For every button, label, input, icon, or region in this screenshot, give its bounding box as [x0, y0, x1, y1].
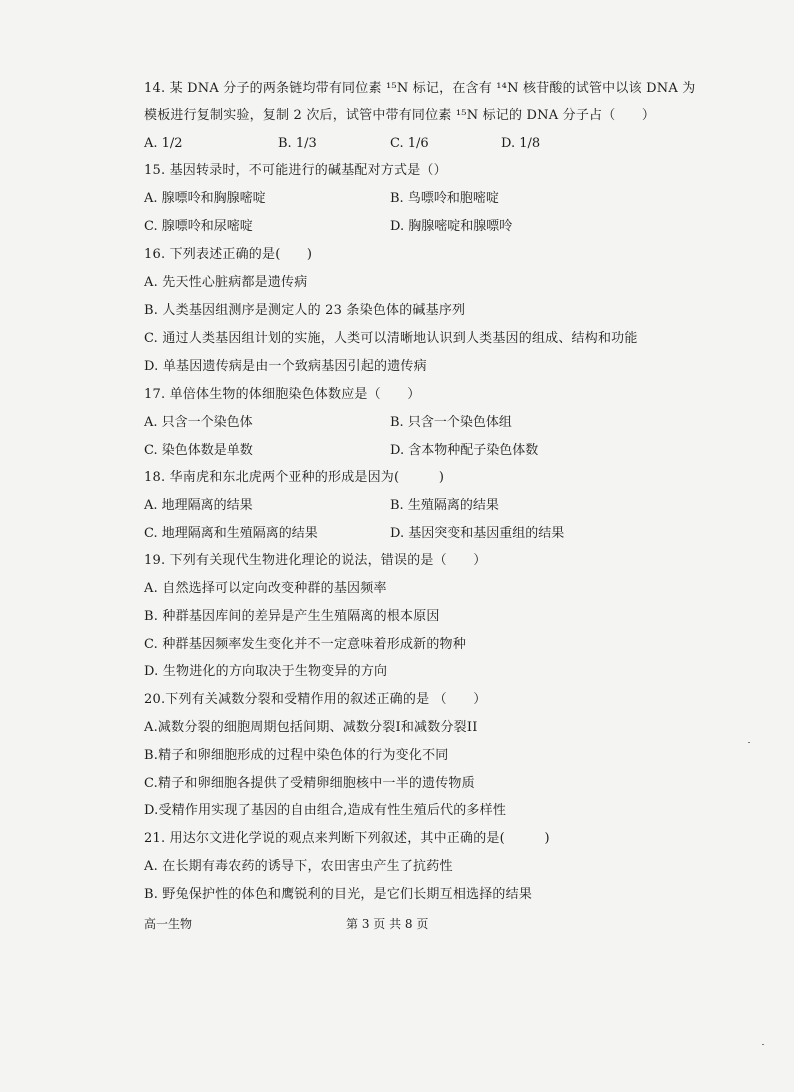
option-c: C. 1/6 — [390, 136, 429, 151]
option-d: D. 基因突变和基因重组的结果 — [390, 526, 565, 541]
question-17-options-row1 — [144, 414, 664, 432]
option-a: A. 只含一个染色体 — [144, 415, 253, 430]
question-19-stem: 19. 下列有关现代生物进化理论的说法，错误的是（ ） — [144, 553, 487, 568]
question-15-options-row1 — [144, 190, 664, 208]
question-20-stem: 20.下列有关减数分裂和受精作用的叙述正确的是 （ ） — [144, 692, 487, 707]
option-a: A. 1/2 — [144, 136, 183, 151]
question-19-option-c: C. 种群基因频率发生变化并不一定意味着形成新的物种 — [144, 637, 466, 652]
question-20-option-b: B.精子和卵细胞形成的过程中染色体的行为变化不同 — [144, 748, 449, 763]
question-17-options-row2 — [144, 442, 664, 460]
question-19-option-d: D. 生物进化的方向取决于生物变异的方向 — [144, 664, 388, 679]
option-c: C. 染色体数是单数 — [144, 443, 253, 458]
question-14-options — [144, 135, 664, 153]
option-d: D. 含本物种配子染色体数 — [390, 443, 539, 458]
scan-speck — [748, 742, 750, 743]
question-16-option-b: B. 人类基因组测序是测定人的 23 条染色体的碱基序列 — [144, 303, 466, 318]
question-17-stem: 17. 单倍体生物的体细胞染色体数应是（ ） — [144, 387, 421, 402]
footer-page-number: 第 3 页 共 8 页 — [346, 917, 429, 931]
footer-subject: 高一生物 — [144, 917, 193, 931]
question-16-option-c: C. 通过人类基因组计划的实施，人类可以清晰地认识到人类基因的组成、结构和功能 — [144, 331, 638, 346]
question-18-options-row1 — [144, 497, 664, 515]
question-15-stem: 15. 基因转录时，不可能进行的碱基配对方式是（） — [144, 163, 447, 178]
option-c: C. 地理隔离和生殖隔离的结果 — [144, 526, 318, 541]
question-21-stem: 21. 用达尔文进化学说的观点来判断下列叙述，其中正确的是( ) — [144, 831, 550, 846]
question-15-options-row2 — [144, 218, 664, 236]
question-18-options-row2 — [144, 525, 664, 543]
option-b: B. 生殖隔离的结果 — [390, 498, 499, 513]
question-18-stem: 18. 华南虎和东北虎两个亚种的形成是因为( ) — [144, 470, 445, 485]
question-19-option-b: B. 种群基因库间的差异是产生生殖隔离的根本原因 — [144, 609, 440, 624]
question-16-option-a: A. 先天性心脏病都是遗传病 — [144, 275, 308, 290]
option-c: C. 腺嘌呤和尿嘧啶 — [144, 219, 253, 234]
question-19-option-a: A. 自然选择可以定向改变种群的基因频率 — [144, 581, 387, 596]
scan-speck — [762, 1044, 764, 1045]
question-20-option-d: D.受精作用实现了基因的自由组合,造成有性生殖后代的多样性 — [144, 803, 507, 818]
option-a: A. 腺嘌呤和胸腺嘧啶 — [144, 191, 266, 206]
question-20-option-a: A.减数分裂的细胞周期包括间期、减数分裂I和减数分裂II — [144, 720, 478, 735]
option-b: B. 1/3 — [278, 136, 317, 151]
option-a: A. 地理隔离的结果 — [144, 498, 253, 513]
question-14-stem-line2: 模板进行复制实验，复制 2 次后，试管中带有同位素 ¹⁵N 标记的 DNA 分子占（ ） — [144, 108, 656, 123]
question-14-stem-line1: 14. 某 DNA 分子的两条链均带有同位素 ¹⁵N 标记，在含有 ¹⁴N 核苷酸的试管中以该 DNA 为 — [144, 81, 696, 96]
option-d: D. 1/8 — [501, 136, 541, 151]
question-16-option-d: D. 单基因遗传病是由一个致病基因引起的遗传病 — [144, 359, 427, 374]
question-21-option-b: B. 野兔保护性的体色和鹰锐利的目光，是它们长期互相选择的结果 — [144, 887, 533, 902]
question-21-option-a: A. 在长期有毒农药的诱导下，农田害虫产生了抗药性 — [144, 859, 453, 874]
option-d: D. 胸腺嘧啶和腺嘌呤 — [390, 219, 513, 234]
option-b: B. 只含一个染色体组 — [390, 415, 512, 430]
question-20-option-c: C.精子和卵细胞各提供了受精卵细胞核中一半的遗传物质 — [144, 776, 475, 791]
question-16-stem: 16. 下列表述正确的是( ) — [144, 247, 313, 262]
option-b: B. 鸟嘌呤和胞嘧啶 — [390, 191, 499, 206]
